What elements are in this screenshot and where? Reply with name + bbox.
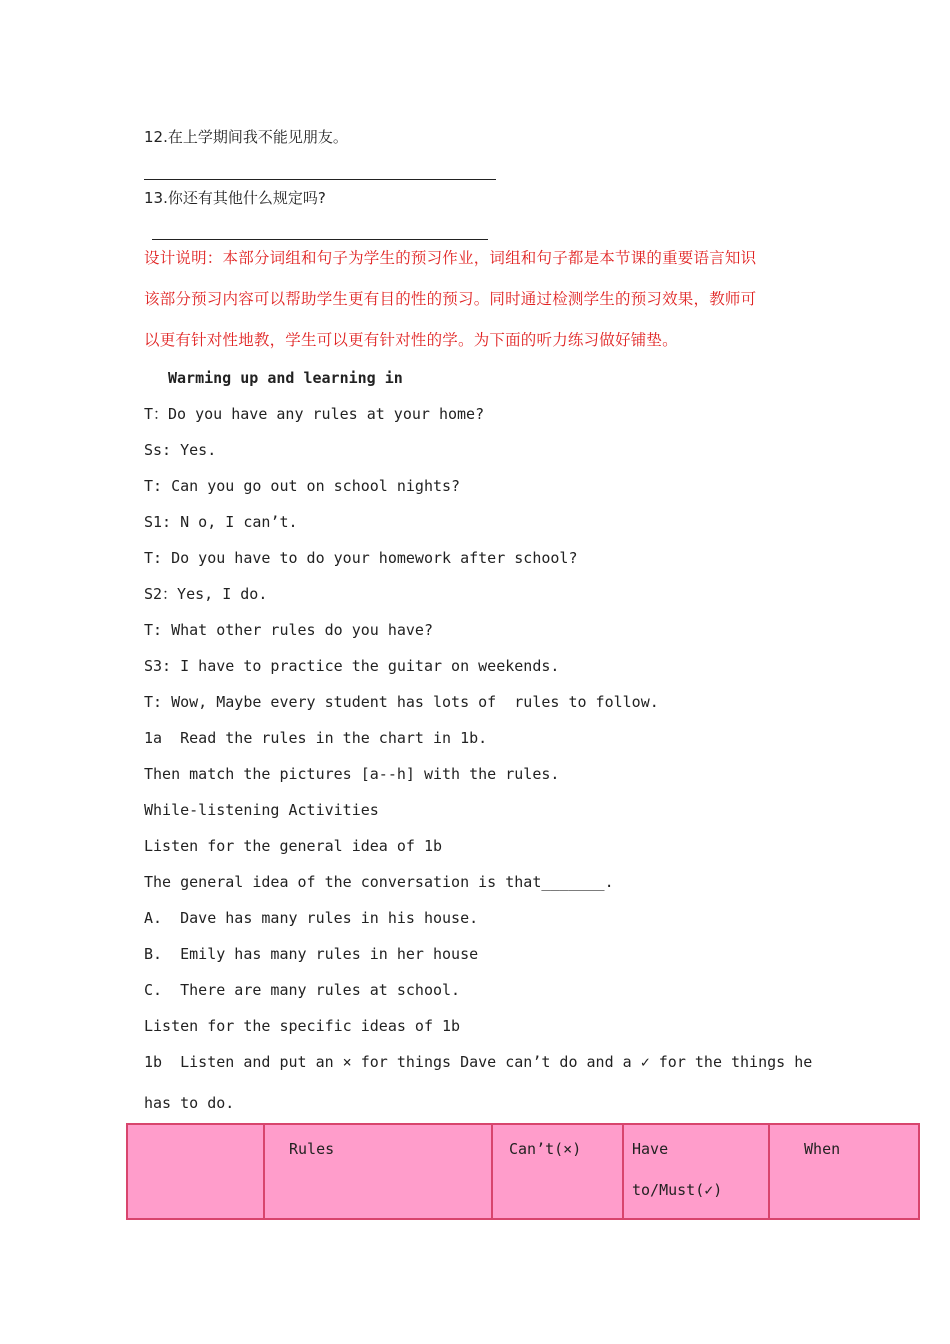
chart-header-label: When <box>795 1140 841 1158</box>
activity-line: 1a Read the rules in the chart in 1b. <box>144 729 488 747</box>
chart-header-label: Have <box>632 1140 669 1158</box>
option-c: C. There are many rules at school. <box>144 981 461 999</box>
answer-line-12[interactable] <box>144 179 496 180</box>
design-note-line: 以更有针对性地教，学生可以更有针对性的学。为下面的听力练习做好铺垫。 <box>144 331 678 349</box>
chart-header-label: Rules <box>289 1140 335 1158</box>
activity-line: While-listening Activities <box>144 801 379 819</box>
activity-line: has to do. <box>144 1094 235 1112</box>
dialogue-line: S2：Yes, I do. <box>144 585 268 603</box>
dialogue-line: T: Wow, Maybe every student has lots of rules to follow. <box>144 693 659 711</box>
design-note-line: 设计说明：本部分词组和句子为学生的预习作业，词组和句子都是本节课的重要语言知识 <box>144 249 757 267</box>
activity-line: Listen for the general idea of 1b <box>144 837 443 855</box>
dialogue-line: S3: I have to practice the guitar on weekends. <box>144 657 560 675</box>
option-b: B. Emily has many rules in her house <box>144 945 479 963</box>
chart-header-label: Can’t(×) <box>509 1140 582 1158</box>
activity-line: The general idea of the conversation is that_______. <box>144 873 614 891</box>
chart-header-blank <box>127 1124 264 1219</box>
question-13: 13.你还有其他什么规定吗? <box>144 189 326 207</box>
dialogue-line: T: Can you go out on school nights? <box>144 477 461 495</box>
dialogue-line: Ss: Yes. <box>144 441 217 459</box>
dialogue-line: S1: N o, I can’t. <box>144 513 298 531</box>
section-heading: Warming up and learning in <box>168 369 403 387</box>
activity-line: 1b Listen and put an × for things Dave can’t do and a ✓ for the things he <box>144 1053 813 1071</box>
dialogue-line: T: What other rules do you have? <box>144 621 433 639</box>
question-12: 12.在上学期间我不能见朋友。 <box>144 128 348 146</box>
chart-header-have-to <box>623 1124 769 1219</box>
activity-line: Listen for the specific ideas of 1b <box>144 1017 461 1035</box>
rules-chart <box>126 1123 920 1220</box>
chart-header-row <box>127 1124 919 1219</box>
dialogue-line: T: Do you have to do your homework after school? <box>144 549 578 567</box>
dialogue-line: T：Do you have any rules at your home? <box>144 405 485 423</box>
chart-header-label: to/Must(✓) <box>632 1181 723 1199</box>
chart-header-rules <box>264 1124 492 1219</box>
design-note <box>144 238 814 361</box>
activity-line: Then match the pictures [a--h] with the rules. <box>144 765 560 783</box>
chart-header-cant <box>492 1124 623 1219</box>
option-a: A. Dave has many rules in his house. <box>144 909 479 927</box>
chart-header-when <box>769 1124 919 1219</box>
design-note-line: 该部分预习内容可以帮助学生更有目的性的预习。同时通过检测学生的预习效果，教师可 <box>144 290 757 308</box>
